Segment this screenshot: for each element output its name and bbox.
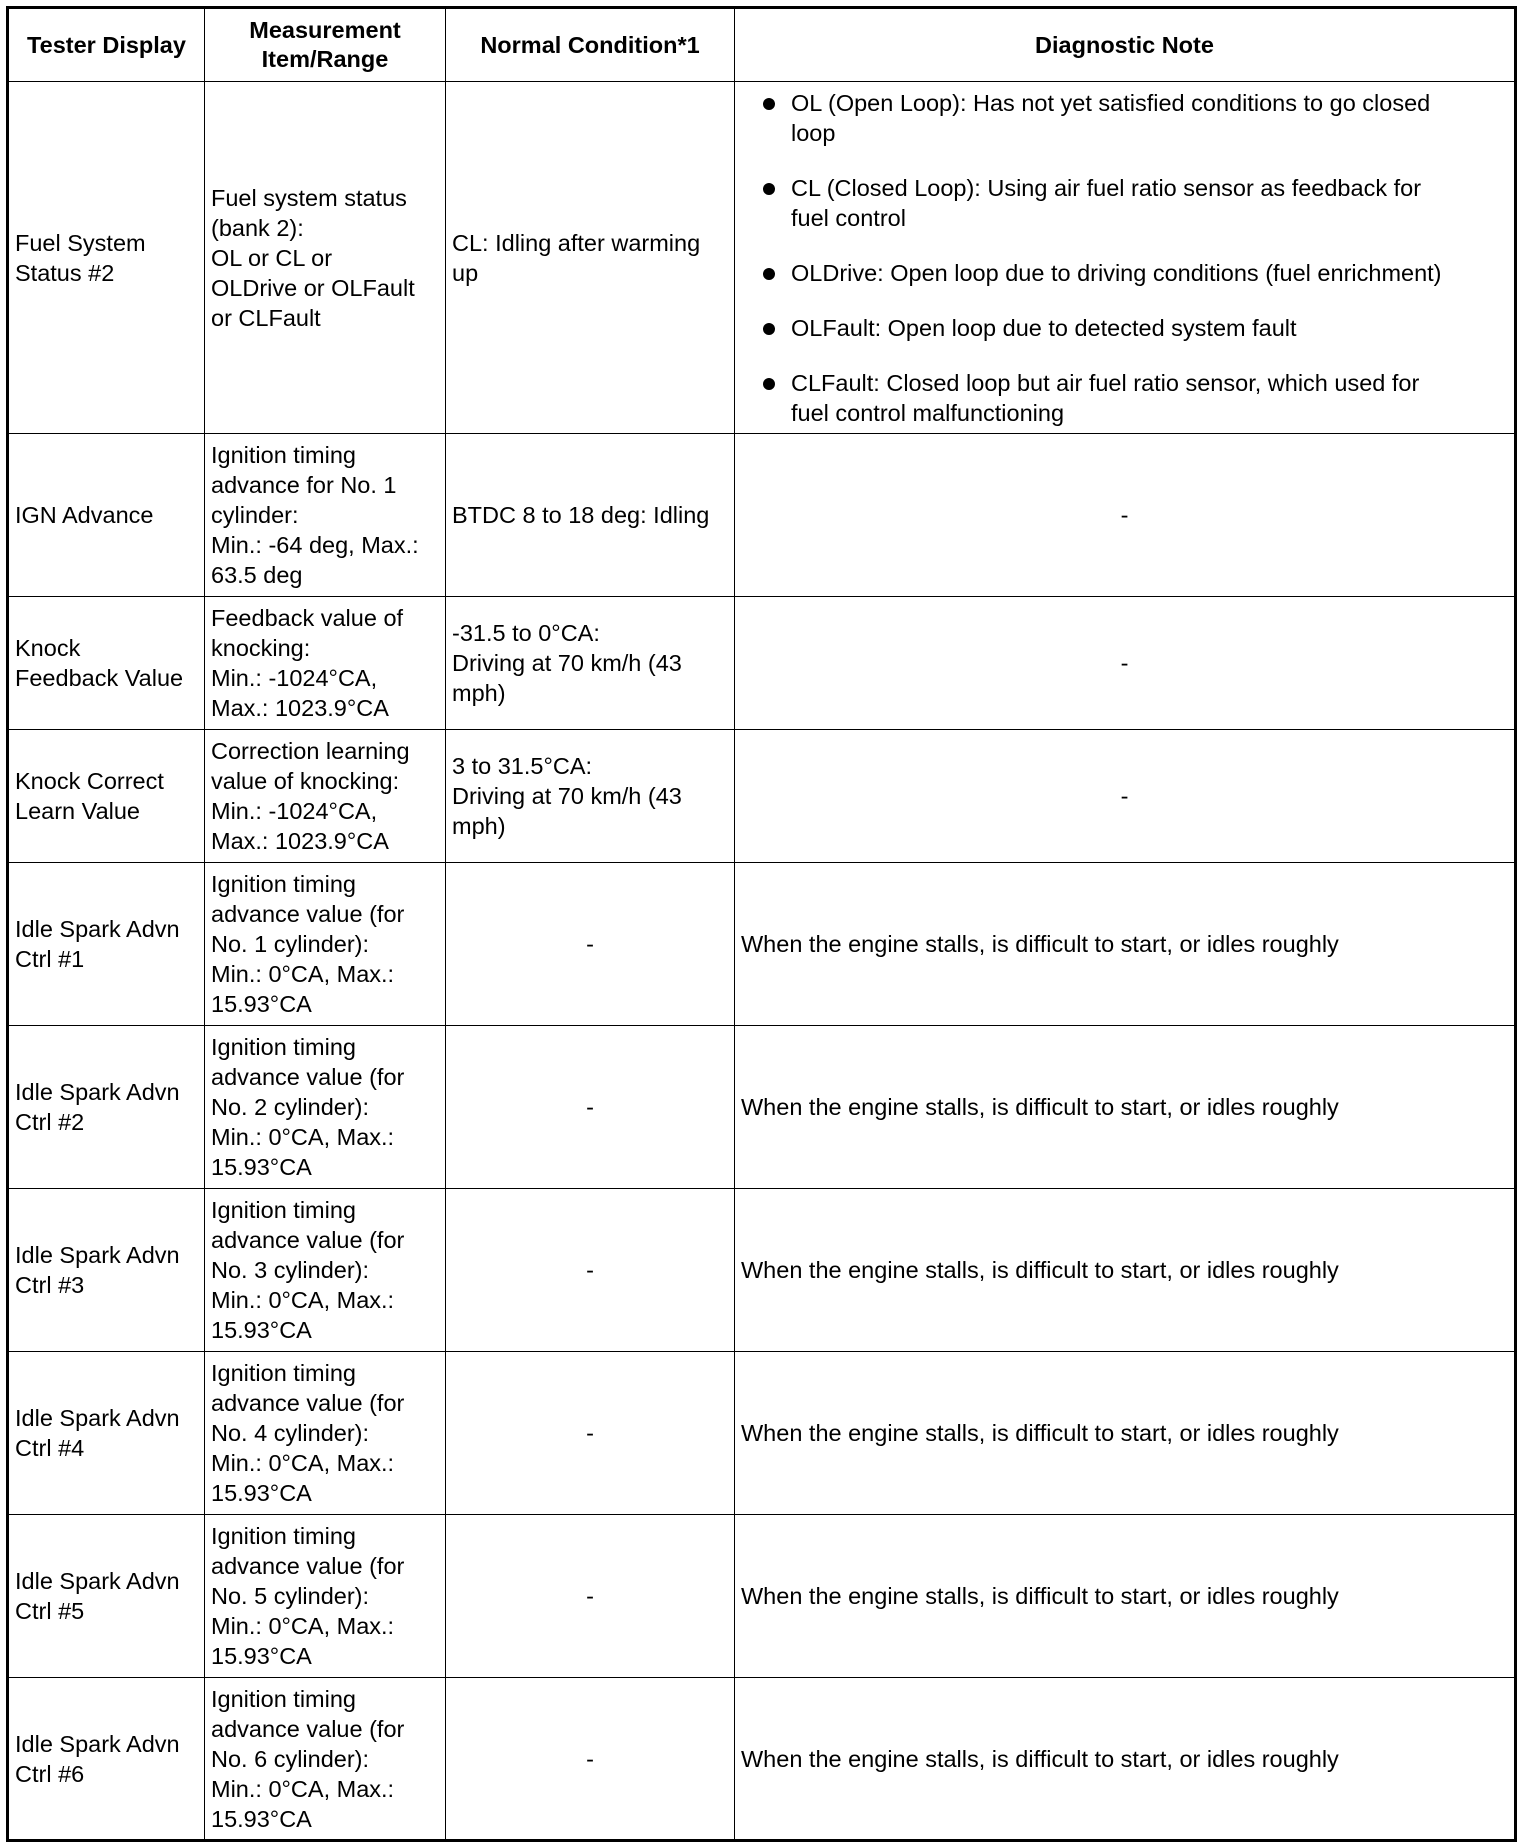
cell-line: Ignition timing xyxy=(211,1523,356,1549)
cell-line: Min.: 0°CA, Max.: xyxy=(211,1775,395,1802)
measurement-cell xyxy=(205,1515,446,1678)
cell-line: Ctrl #1 xyxy=(15,946,85,972)
cell-line: value of knocking: xyxy=(211,768,400,794)
cell-line: 15.93°CA xyxy=(211,1480,312,1506)
cell-line: up xyxy=(452,259,479,286)
cell-line: Feedback value of xyxy=(211,605,404,631)
bullet-icon xyxy=(763,183,775,195)
tester-display-cell xyxy=(8,82,205,434)
cell-line: cylinder: xyxy=(211,502,299,528)
cell-line: advance value (for xyxy=(211,901,405,927)
cell-line: 15.93°CA xyxy=(211,1317,312,1343)
table-row xyxy=(8,863,1516,1026)
cell-line: Status #2 xyxy=(15,259,115,286)
measurement-cell xyxy=(205,597,446,730)
normal-condition-cell: - xyxy=(446,1678,735,1841)
cell-line: OLDrive: Open loop due to driving conditions (fuel enrichment) xyxy=(791,259,1442,286)
cell-line: No. 1 cylinder): xyxy=(211,931,370,957)
cell-line: knocking: xyxy=(211,635,311,661)
cell-line: CLFault: Closed loop but air fuel ratio sensor, which used for xyxy=(791,369,1420,396)
diagnostic-note-cell xyxy=(735,82,1516,434)
measurement-cell xyxy=(205,82,446,434)
cell-line: Min.: -1024°CA, xyxy=(211,665,378,691)
cell-line: Ignition timing xyxy=(211,1685,356,1712)
normal-condition-cell xyxy=(446,82,735,434)
table-row xyxy=(8,1189,1516,1352)
cell-line: Idle Spark Advn xyxy=(15,1079,180,1105)
table-row xyxy=(8,82,1516,434)
diagnostic-note-cell: When the engine stalls, is difficult to start, or idles roughly xyxy=(735,1026,1516,1189)
cell-line: 3 to 31.5°CA: xyxy=(452,753,593,779)
tester-display-cell xyxy=(8,597,205,730)
normal-condition-cell: - xyxy=(446,863,735,1026)
tester-display-cell xyxy=(8,1352,205,1515)
diagnostic-bullet-list xyxy=(741,88,1508,428)
cell-line: Knock xyxy=(15,635,81,661)
bullet-icon xyxy=(763,268,775,280)
cell-line: advance value (for xyxy=(211,1227,405,1253)
diagnostic-note-cell: - xyxy=(735,730,1516,863)
bullet-item-clfault xyxy=(759,368,1508,428)
normal-condition-cell xyxy=(446,730,735,863)
cell-line: Ignition timing xyxy=(211,1360,356,1386)
measurement-cell xyxy=(205,1352,446,1515)
cell-line: CL: Idling after warming xyxy=(452,229,701,256)
cell-line: OLFault: Open loop due to detected system fault xyxy=(791,314,1297,341)
table-row xyxy=(8,434,1516,597)
normal-condition-cell xyxy=(446,434,735,597)
header-normal-condition: Normal Condition*1 xyxy=(446,8,735,82)
cell-line: Max.: 1023.9°CA xyxy=(211,828,389,854)
cell-line: Ctrl #6 xyxy=(15,1760,85,1787)
cell-line: advance value (for xyxy=(211,1553,405,1579)
cell-line: Idle Spark Advn xyxy=(15,916,180,942)
cell-line: Knock Correct xyxy=(15,768,164,794)
measurement-cell xyxy=(205,730,446,863)
cell-line: Ctrl #3 xyxy=(15,1272,85,1298)
cell-line: OLDrive or OLFault xyxy=(211,274,415,301)
cell-line: Ctrl #4 xyxy=(15,1435,85,1461)
cell-line: 15.93°CA xyxy=(211,1805,312,1832)
tester-display-cell xyxy=(8,1678,205,1841)
cell-line: (bank 2): xyxy=(211,214,304,241)
cell-line: No. 6 cylinder): xyxy=(211,1745,370,1772)
normal-condition-cell: - xyxy=(446,1515,735,1678)
cell-line: Ignition timing xyxy=(211,1034,356,1060)
cell-line: mph) xyxy=(452,813,506,839)
cell-line: Idle Spark Advn xyxy=(15,1405,180,1431)
diagnostic-note-cell: - xyxy=(735,597,1516,730)
cell-line: 15.93°CA xyxy=(211,1643,312,1669)
tester-display-cell xyxy=(8,730,205,863)
table-row xyxy=(8,597,1516,730)
measurement-cell xyxy=(205,1678,446,1841)
cell-line: No. 3 cylinder): xyxy=(211,1257,370,1283)
table-row xyxy=(8,730,1516,863)
cell-line: Ignition timing xyxy=(211,442,356,468)
tester-display-cell xyxy=(8,1026,205,1189)
measurement-cell xyxy=(205,1189,446,1352)
tester-display-cell xyxy=(8,863,205,1026)
header-measurement-item-range xyxy=(205,8,446,82)
measurement-cell xyxy=(205,434,446,597)
diagnostic-note-cell: When the engine stalls, is difficult to start, or idles roughly xyxy=(735,1352,1516,1515)
diagnostic-note-cell: When the engine stalls, is difficult to start, or idles roughly xyxy=(735,1189,1516,1352)
cell-line: Min.: 0°CA, Max.: xyxy=(211,1613,395,1639)
cell-line: Min.: 0°CA, Max.: xyxy=(211,1287,395,1313)
bullet-item-olfault xyxy=(759,313,1508,343)
cell-line: Min.: 0°CA, Max.: xyxy=(211,1124,395,1150)
table-row xyxy=(8,1026,1516,1189)
header-row xyxy=(8,8,1516,82)
cell-line: Ignition timing xyxy=(211,871,356,897)
cell-line: Driving at 70 km/h (43 xyxy=(452,783,682,809)
cell-line: Idle Spark Advn xyxy=(15,1730,180,1757)
cell-line: 15.93°CA xyxy=(211,1154,312,1180)
header-measurement-line: Item/Range xyxy=(261,46,389,72)
header-tester-display: Tester Display xyxy=(8,8,205,82)
cell-line: -31.5 to 0°CA: xyxy=(452,620,600,646)
cell-line: Feedback Value xyxy=(15,665,184,691)
cell-line: Ctrl #5 xyxy=(15,1598,85,1624)
cell-line: Learn Value xyxy=(15,798,140,824)
cell-line: Min.: -1024°CA, xyxy=(211,798,378,824)
table-row xyxy=(8,1515,1516,1678)
diagnostic-data-table xyxy=(6,6,1517,1842)
cell-line: fuel control malfunctioning xyxy=(791,399,1065,426)
cell-line: Ignition timing xyxy=(211,1197,356,1223)
measurement-cell xyxy=(205,1026,446,1189)
cell-line: Max.: 1023.9°CA xyxy=(211,695,389,721)
cell-line: Fuel System xyxy=(15,229,146,256)
bullet-item-cl xyxy=(759,173,1508,233)
cell-line: mph) xyxy=(452,680,506,706)
cell-line: OL or CL or xyxy=(211,244,333,271)
bullet-icon xyxy=(763,323,775,335)
cell-line: Min.: 0°CA, Max.: xyxy=(211,1450,395,1476)
cell-line: fuel control xyxy=(791,204,906,231)
measurement-cell xyxy=(205,863,446,1026)
bullet-icon xyxy=(763,98,775,110)
cell-line: Min.: -64 deg, Max.: xyxy=(211,532,419,558)
cell-line: CL (Closed Loop): Using air fuel ratio sensor as feedback for xyxy=(791,174,1422,201)
cell-line: OL (Open Loop): Has not yet satisfied conditions to go closed xyxy=(791,89,1431,116)
normal-condition-cell: - xyxy=(446,1352,735,1515)
cell-line: advance value (for xyxy=(211,1064,405,1090)
cell-line: 63.5 deg xyxy=(211,562,303,588)
header-diagnostic-note: Diagnostic Note xyxy=(735,8,1516,82)
cell-line: BTDC 8 to 18 deg: Idling xyxy=(452,502,710,528)
cell-line: advance for No. 1 xyxy=(211,472,397,498)
cell-line: 15.93°CA xyxy=(211,991,312,1017)
cell-line: or CLFault xyxy=(211,304,321,331)
header-measurement-line: Measurement xyxy=(249,17,401,43)
cell-line: No. 5 cylinder): xyxy=(211,1583,370,1609)
bullet-icon xyxy=(763,378,775,390)
data-table-container xyxy=(6,6,1514,1837)
diagnostic-note-cell: - xyxy=(735,434,1516,597)
table-row xyxy=(8,1352,1516,1515)
cell-line: advance value (for xyxy=(211,1390,405,1416)
cell-line: loop xyxy=(791,119,836,146)
bullet-item-oldrive xyxy=(759,258,1508,288)
cell-line: Idle Spark Advn xyxy=(15,1242,180,1268)
cell-line: Ctrl #2 xyxy=(15,1109,85,1135)
diagnostic-note-cell: When the engine stalls, is difficult to start, or idles roughly xyxy=(735,1515,1516,1678)
tester-display-cell xyxy=(8,434,205,597)
tester-display-cell xyxy=(8,1515,205,1678)
diagnostic-note-cell: When the engine stalls, is difficult to start, or idles roughly xyxy=(735,1678,1516,1841)
cell-line: No. 2 cylinder): xyxy=(211,1094,370,1120)
tester-display-cell xyxy=(8,1189,205,1352)
cell-line: Driving at 70 km/h (43 xyxy=(452,650,682,676)
cell-line: Idle Spark Advn xyxy=(15,1568,180,1594)
normal-condition-cell xyxy=(446,597,735,730)
cell-line: Fuel system status xyxy=(211,184,407,211)
cell-line: Min.: 0°CA, Max.: xyxy=(211,961,395,987)
cell-line: No. 4 cylinder): xyxy=(211,1420,370,1446)
diagnostic-note-cell: When the engine stalls, is difficult to start, or idles roughly xyxy=(735,863,1516,1026)
cell-line: Correction learning xyxy=(211,738,410,764)
normal-condition-cell: - xyxy=(446,1189,735,1352)
normal-condition-cell: - xyxy=(446,1026,735,1189)
table-row xyxy=(8,1678,1516,1841)
cell-line: IGN Advance xyxy=(15,502,154,528)
bullet-item-ol xyxy=(759,88,1508,148)
cell-line: advance value (for xyxy=(211,1715,405,1742)
